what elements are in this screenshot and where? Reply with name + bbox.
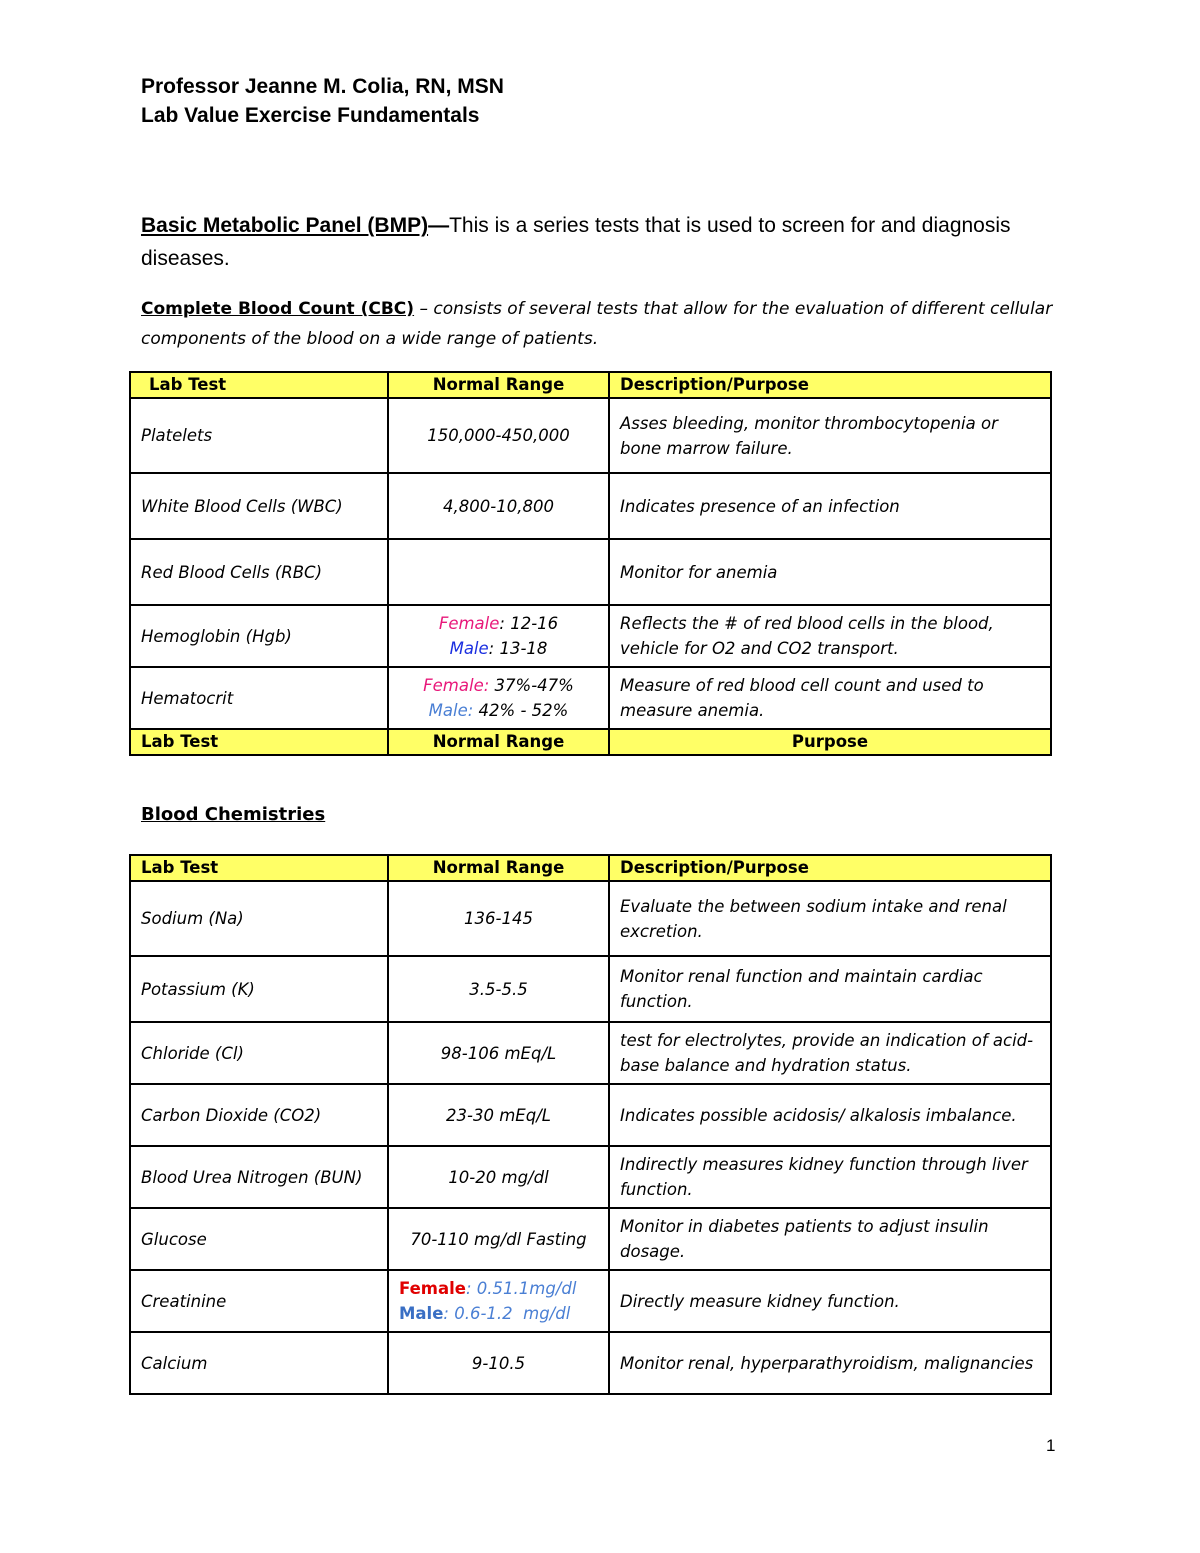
cell-test: Creatinine <box>130 1270 388 1332</box>
male-value: 42% - 52% <box>473 701 569 720</box>
bmp-title: Basic Metabolic Panel (BMP) <box>141 214 429 237</box>
document-subtitle: Lab Value Exercise Fundamentals <box>141 104 480 127</box>
cell-purpose: Measure of red blood cell count and used to measure anemia. <box>609 667 1051 729</box>
cell-range: 70-110 mg/dl Fasting <box>388 1208 609 1270</box>
table-row <box>130 667 1051 729</box>
cell-test: Hemoglobin (Hgb) <box>130 605 388 667</box>
footer-normal-range: Normal Range <box>388 729 609 755</box>
male-value: : 0.6-1.2 mg/dl <box>443 1304 571 1323</box>
cell-range: 9-10.5 <box>388 1332 609 1394</box>
cell-purpose: Indicates possible acidosis/ alkalosis imbalance. <box>609 1084 1051 1146</box>
male-label: Male <box>399 1304 444 1323</box>
table-row <box>130 1022 1051 1084</box>
table-row <box>130 1146 1051 1208</box>
cell-range-empty <box>388 539 609 605</box>
bmp-text: This is a series tests that is used to screen for and diagnosis diseases. <box>141 214 1011 270</box>
author-line: Professor Jeanne M. Colia, RN, MSN <box>141 75 504 98</box>
female-value: : 12-16 <box>499 614 559 633</box>
cell-test: Chloride (Cl) <box>130 1022 388 1084</box>
male-label: Male <box>449 639 489 658</box>
cell-purpose: Evaluate the between sodium intake and renal excretion. <box>609 881 1051 956</box>
table-row <box>130 1332 1051 1394</box>
document-header <box>141 72 504 130</box>
cell-purpose: Directly measure kidney function. <box>609 1270 1051 1332</box>
cell-range <box>388 1270 609 1332</box>
cell-range: 3.5-5.5 <box>388 956 609 1022</box>
blood-chemistries-title: Blood Chemistries <box>141 804 326 825</box>
female-value: 37%-47% <box>489 676 574 695</box>
cell-purpose: test for electrolytes, provide an indication of acid-base balance and hydration status. <box>609 1022 1051 1084</box>
cbc-text: – consists of several tests that allow for the evaluation of different cellular components of the blood on a wide range of patients. <box>141 299 1053 349</box>
cbc-title: Complete Blood Count (CBC) <box>141 299 415 319</box>
cell-range <box>388 605 609 667</box>
table-header-row <box>130 855 1051 881</box>
cell-purpose: Monitor renal function and maintain cardiac function. <box>609 956 1051 1022</box>
male-label: Male: <box>428 701 474 720</box>
female-label: Female <box>399 1279 466 1298</box>
cell-test: Carbon Dioxide (CO2) <box>130 1084 388 1146</box>
female-value: : 0.51.1mg/dl <box>465 1279 577 1298</box>
table-row <box>130 605 1051 667</box>
cell-purpose: Asses bleeding, monitor thrombocytopenia or bone marrow failure. <box>609 398 1051 473</box>
table-row <box>130 539 1051 605</box>
header-normal-range: Normal Range <box>388 372 609 398</box>
table-row <box>130 956 1051 1022</box>
cell-purpose: Monitor in diabetes patients to adjust insulin dosage. <box>609 1208 1051 1270</box>
cell-range: 23-30 mEq/L <box>388 1084 609 1146</box>
table-row <box>130 1208 1051 1270</box>
cell-range: 10-20 mg/dl <box>388 1146 609 1208</box>
table-header-row <box>130 372 1051 398</box>
cell-range: 98-106 mEq/L <box>388 1022 609 1084</box>
page-number: 1 <box>1046 1436 1056 1455</box>
footer-purpose: Purpose <box>609 729 1051 755</box>
cell-test: White Blood Cells (WBC) <box>130 473 388 539</box>
male-value: : 13-18 <box>488 639 548 658</box>
table-row <box>130 1084 1051 1146</box>
header-normal-range: Normal Range <box>388 855 609 881</box>
bmp-paragraph <box>141 209 1041 275</box>
cell-test: Potassium (K) <box>130 956 388 1022</box>
cell-purpose: Reflects the # of red blood cells in the blood, vehicle for O2 and CO2 transport. <box>609 605 1051 667</box>
header-description: Description/Purpose <box>609 855 1051 881</box>
cell-purpose: Indirectly measures kidney function through liver function. <box>609 1146 1051 1208</box>
table-row <box>130 473 1051 539</box>
cell-range: 4,800-10,800 <box>388 473 609 539</box>
blood-chemistries-table <box>129 854 1052 1395</box>
header-lab-test: Lab Test <box>130 855 388 881</box>
table-row <box>130 1270 1051 1332</box>
cell-range <box>388 667 609 729</box>
cell-test: Red Blood Cells (RBC) <box>130 539 388 605</box>
female-label: Female: <box>423 676 490 695</box>
cell-test: Hematocrit <box>130 667 388 729</box>
table-row <box>130 881 1051 956</box>
table-footer-row <box>130 729 1051 755</box>
cell-purpose: Monitor renal, hyperparathyroidism, malignancies <box>609 1332 1051 1394</box>
cell-test: Sodium (Na) <box>130 881 388 956</box>
table-row <box>130 398 1051 473</box>
cell-test: Platelets <box>130 398 388 473</box>
cbc-paragraph <box>141 294 1061 354</box>
cell-purpose: Indicates presence of an infection <box>609 473 1051 539</box>
cell-purpose: Monitor for anemia <box>609 539 1051 605</box>
header-description: Description/Purpose <box>609 372 1051 398</box>
bmp-dash: — <box>428 214 450 237</box>
cbc-table <box>129 371 1052 756</box>
cell-range: 150,000-450,000 <box>388 398 609 473</box>
header-lab-test: Lab Test <box>130 372 388 398</box>
cell-test: Calcium <box>130 1332 388 1394</box>
cell-test: Glucose <box>130 1208 388 1270</box>
female-label: Female <box>438 614 500 633</box>
cell-test: Blood Urea Nitrogen (BUN) <box>130 1146 388 1208</box>
footer-lab-test: Lab Test <box>130 729 388 755</box>
cell-range: 136-145 <box>388 881 609 956</box>
